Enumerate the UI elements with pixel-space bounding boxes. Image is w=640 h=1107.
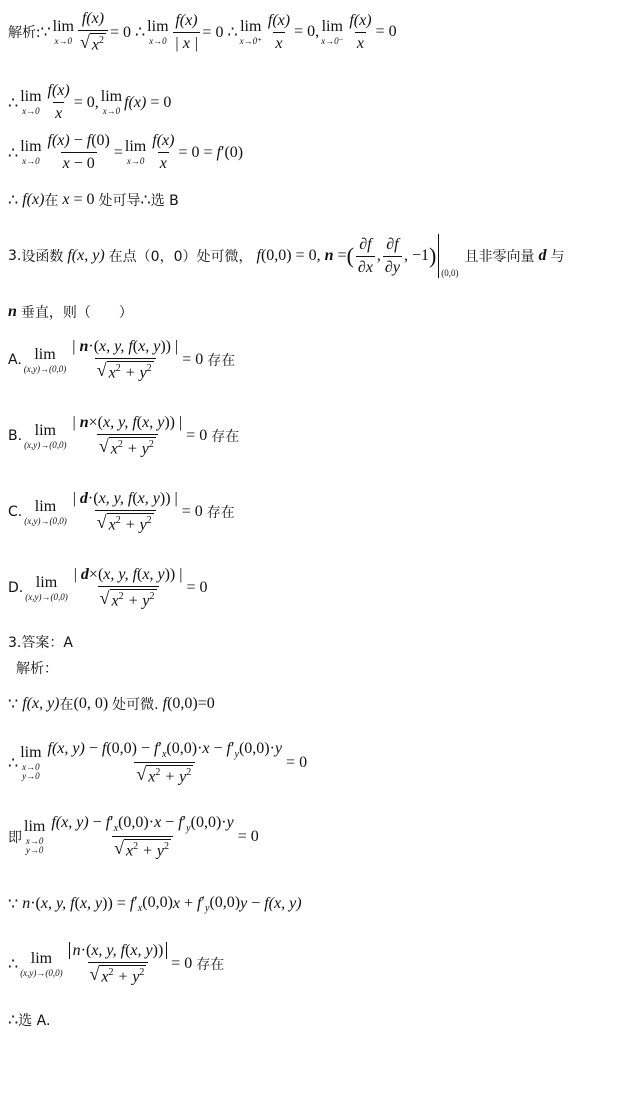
solution-line-4: ∴ f(x) 在 x = 0 处可导 ∴ 选 B — [8, 191, 179, 209]
analysis-line-5: ∴ lim (x,y)→(0,0) n·(x, y, f(x, y)) √ $x^2 + y^2$ = 0 存在 — [8, 942, 225, 986]
analysis-final: ∴ 选 A. — [8, 1012, 51, 1029]
solution-line-2: ∴ lim x→0 $\frac{f(x)}{x}$ = 0, lim x→0 f(x) = 0 — [8, 82, 172, 122]
answer-line: 3.答案：A — [8, 635, 73, 651]
option-c: C. lim (x,y)→(0,0) | d·(x, y, f(x, y)) | √ $x^2 + y^2$ = 0 存在 — [8, 490, 235, 534]
question-3-stem: 3. 设函数 f(x, y) 在点（0，0）处可微， f (0,0) = 0, n = ( $\frac{\partial f}{\partial x}$ , $\frac{\partial f}{\partial y}$ , −1 ) (0,0) 且非零向量 d 与 — [8, 235, 565, 278]
solution-line-1: 解析 :∵ lim x→0 f(x) √ $x^2$ = 0 ∴ lim x→0 $\frac{f(x)}{| x |}$ = 0 ∴ lim x→0⁺ $\frac{f(x)}{x}$ = 0, lim x→0⁻ $\frac{f(x)}{x}$ = 0 — [8, 10, 397, 54]
option-a: A. lim (x,y)→(0,0) | n·(x, y, f(x, y)) | √ $x^2 + y^2$ = 0 存在 — [8, 338, 236, 382]
analysis-line-2: ∴ lim x→0 y→0 f(x, $y) - f(0,0) - f'_x(0,0)\cdot x - f'_y(0,0)\cdot y$ √ $x^2 + y^2$ = 0 — [8, 740, 308, 786]
option-b: B. lim (x,y)→(0,0) | n×(x, y, f(x, y)) | √ $x^2 + y^2$ = 0 存在 — [8, 414, 240, 458]
solution-line-3: ∴ lim x→0 $\frac{f(x) - f(0)}{x - 0}$ = lim x→0 $\frac{f(x)}{x}$ = 0 = f ′(0) — [8, 132, 244, 172]
option-d: D. lim (x,y)→(0,0) | d×(x, y, f(x, y)) | √ $x^2 + y^2$ = 0 — [8, 566, 208, 610]
analysis-line-3: 即 lim x→0 y→0 f(x, $y) - f'_x(0,0)\cdot x - f'_y(0,0)\cdot y$ √ $x^2 + y^2$ = 0 — [8, 814, 259, 860]
limit: lim x→0 — [52, 17, 74, 46]
fraction: f(x) √ $x^2$ — [78, 10, 108, 54]
analysis-line-1: ∵ f(x, y) 在 (0, 0) 处可微. f (0,0)=0 — [8, 695, 215, 713]
solution-label: 解析 — [8, 25, 36, 42]
question-3-stem-2: n 垂直，则（ ） — [8, 303, 133, 321]
analysis-label: 解析： — [16, 661, 58, 677]
analysis-line-4: ∵ n ·( x, y, f ( x, y )) = f $'_x(0,0)$ x + f $'_y(0,0)$ y − f(x, y) — [8, 894, 302, 915]
